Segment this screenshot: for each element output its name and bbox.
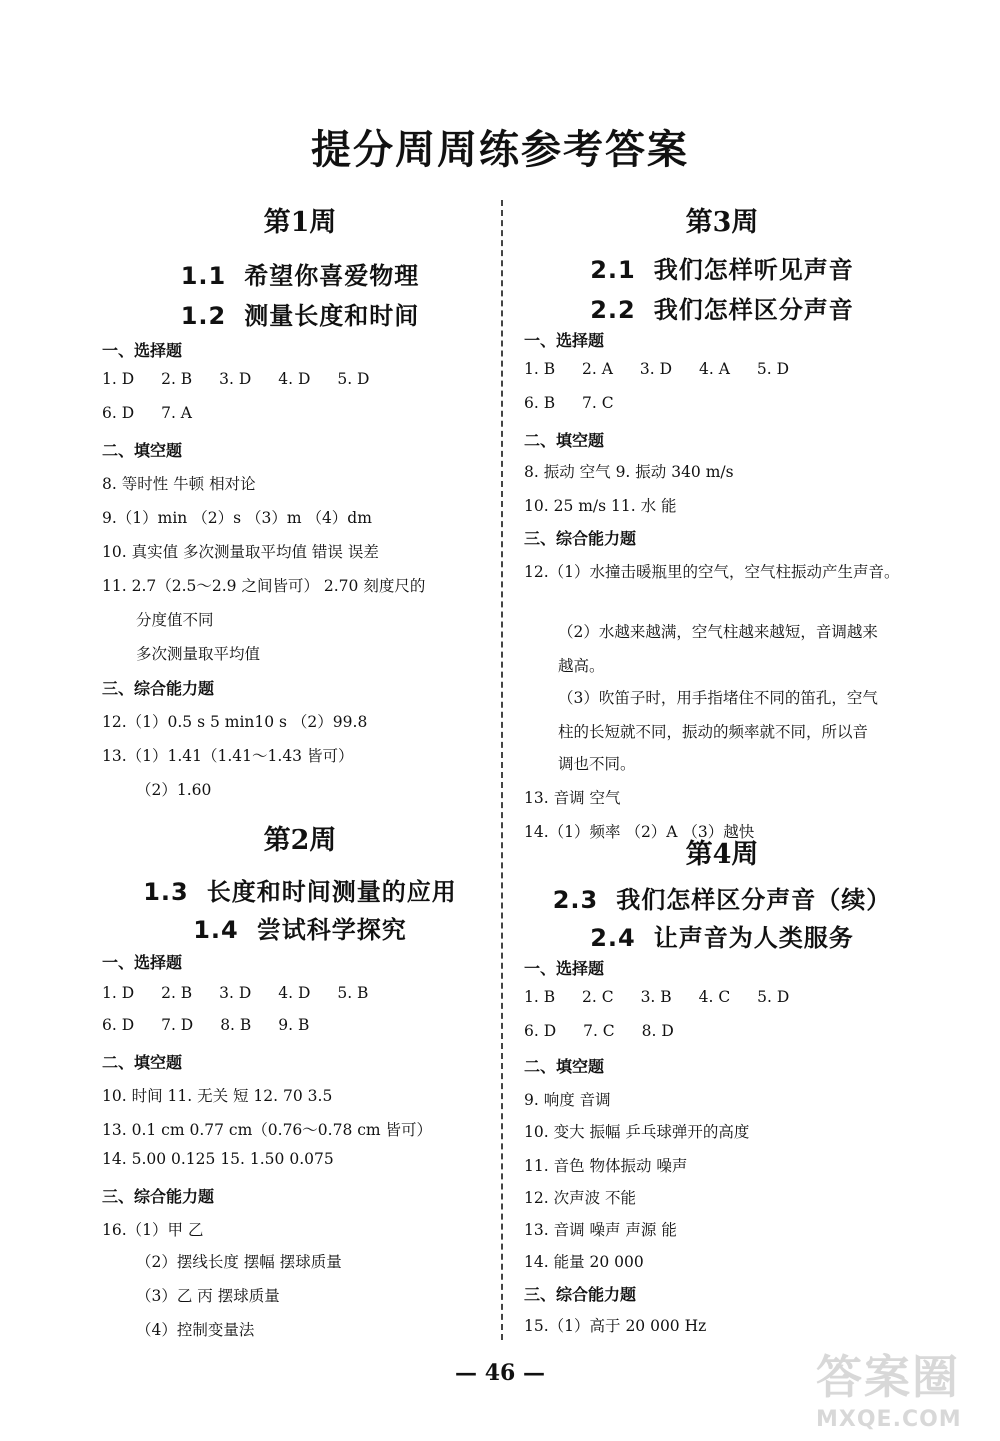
watermark-logo (816, 1341, 976, 1431)
answer-item: 7. D (161, 1016, 194, 1034)
section-number: 2.1 (590, 256, 636, 284)
section-title: 测量长度和时间 (244, 302, 420, 330)
section-number: 1.3 (143, 878, 189, 906)
question-type-heading: 一、选择题 (102, 953, 183, 972)
answer-item: 7. A (161, 404, 193, 422)
page-number: — 46 — (455, 1360, 545, 1386)
answer-item: 3. D (219, 984, 252, 1002)
question-type-heading: 三、综合能力题 (524, 1285, 637, 1304)
section-title: 尝试科学探究 (256, 916, 407, 944)
question-type-heading: 一、选择题 (524, 959, 605, 978)
section-heading (522, 290, 922, 325)
answer-item: 4. D (278, 984, 311, 1002)
answer-line (102, 370, 369, 388)
question-type-heading: 三、综合能力题 (102, 1187, 215, 1206)
answer-line (102, 404, 192, 422)
answer-line: （3）乙 丙 摆球质量 (136, 1287, 280, 1305)
answer-item: 3. D (639, 360, 673, 378)
answer-item: 1. D (102, 984, 135, 1002)
page-title: 提分周周练参考答案 (311, 127, 689, 173)
section-number: 2.4 (590, 924, 636, 952)
answer-line: 柱的长短就不同，振动的频率就不同，所以音 (558, 723, 869, 741)
answer-item: 5. D (757, 988, 790, 1006)
answer-line (524, 360, 789, 378)
answer-item: 6. D (524, 1022, 557, 1040)
question-type-heading: 三、综合能力题 (102, 679, 215, 698)
answer-item: 5. D (337, 370, 370, 388)
answer-line: 分度值不同 (136, 611, 214, 629)
answer-line: 10. 变大 振幅 乒乓球弹开的高度 (524, 1123, 750, 1141)
answer-line (524, 394, 614, 412)
week-heading: 第1周 (263, 207, 337, 238)
answer-line (102, 1016, 309, 1034)
section-number: 1.1 (180, 262, 227, 290)
answer-item: 3. B (640, 988, 672, 1006)
answer-item: 1. B (524, 988, 556, 1006)
section-number: 2.2 (590, 296, 636, 324)
section-heading (100, 872, 500, 907)
week-heading: 第4周 (685, 839, 759, 870)
answer-item: 6. B (524, 394, 556, 412)
answer-item: 9. B (278, 1016, 310, 1034)
week-heading: 第3周 (685, 207, 759, 238)
section-title: 我们怎样区分声音（续） (616, 886, 892, 914)
answer-item: 1. B (524, 360, 556, 378)
answer-line: 11. 2.7（2.5～2.9 之间皆可） 2.70 刻度尺的 (102, 577, 426, 595)
column-divider (501, 200, 503, 1340)
answer-line: 10. 时间 11. 无关 短 12. 70 3.5 (102, 1087, 333, 1105)
answer-item: 2. B (161, 370, 193, 388)
answer-line: 15.（1）高于 20 000 Hz (524, 1317, 707, 1335)
question-type-heading: 二、填空题 (102, 1053, 183, 1072)
answer-item: 4. A (699, 360, 730, 378)
section-heading (100, 910, 500, 945)
answer-item: 5. D (756, 360, 790, 378)
section-number: 2.3 (552, 886, 599, 914)
answer-item: 2. C (582, 988, 614, 1006)
week-heading: 第2周 (263, 825, 337, 856)
answer-line: 13. 0.1 cm 0.77 cm（0.76～0.78 cm 皆可） (102, 1121, 433, 1139)
answer-line (524, 1022, 674, 1040)
section-number: 1.4 (193, 916, 239, 944)
question-type-heading: 二、填空题 (524, 431, 605, 450)
answer-line: 9.（1）min （2）s （3）m （4）dm (102, 509, 372, 527)
answer-line: 9. 响度 音调 (524, 1091, 611, 1109)
answer-line: 14. 5.00 0.125 15. 1.50 0.075 (102, 1150, 334, 1168)
answer-line: 13. 音调 噪声 声源 能 (524, 1221, 677, 1239)
answer-line: 12. 次声波 不能 (524, 1189, 637, 1207)
answer-line: 10. 真实值 多次测量取平均值 错误 误差 (102, 543, 379, 561)
answer-line: 10. 25 m/s 11. 水 能 (524, 497, 677, 515)
watermark-logo-text: 答案圈 (816, 1350, 960, 1404)
section-heading (522, 250, 922, 285)
question-type-heading: 二、填空题 (102, 441, 183, 460)
answer-item: 2. B (161, 984, 193, 1002)
answer-line: （4）控制变量法 (136, 1321, 255, 1339)
section-title: 我们怎样听见声音 (653, 256, 854, 284)
answer-line: （2）水越来越满，空气柱越来越短，音调越来 (558, 623, 878, 641)
answer-line: 16.（1）甲 乙 (102, 1221, 204, 1239)
section-heading (100, 296, 500, 331)
answer-line: 13.（1）1.41（1.41～1.43 皆可） (102, 747, 354, 765)
question-type-heading: 一、选择题 (524, 331, 605, 350)
section-title: 希望你喜爱物理 (244, 262, 420, 290)
answer-line: （2）1.60 (136, 781, 212, 799)
section-number: 1.2 (180, 302, 227, 330)
answer-item: 1. D (102, 370, 135, 388)
section-heading (522, 918, 922, 953)
section-title: 我们怎样区分声音 (653, 296, 854, 324)
answer-line: 8. 振动 空气 9. 振动 340 m/s (524, 463, 734, 481)
answer-item: 4. D (278, 370, 311, 388)
answer-line: （3）吹笛子时，用手指堵住不同的笛孔，空气 (558, 689, 878, 707)
answer-line: 14. 能量 20 000 (524, 1253, 644, 1271)
answer-line: 调也不同。 (558, 755, 636, 773)
section-heading (100, 256, 500, 291)
answer-line: 12.（1）水撞击暖瓶里的空气，空气柱振动产生声音。 (524, 563, 900, 581)
answer-item: 4. C (698, 988, 731, 1006)
answer-item: 5. B (337, 984, 369, 1002)
answer-line: 多次测量取平均值 (136, 645, 261, 663)
watermark-site-text: MXQE.COM (816, 1407, 962, 1432)
answer-line: 12.（1）0.5 s 5 min10 s （2）99.8 (102, 713, 368, 731)
answer-line: （2）摆线长度 摆幅 摆球质量 (136, 1253, 342, 1271)
answer-line (102, 984, 368, 1002)
question-type-heading: 一、选择题 (102, 341, 183, 360)
answer-line: 越高。 (558, 657, 605, 675)
answer-item: 6. D (102, 1016, 135, 1034)
answer-item: 2. A (582, 360, 613, 378)
answer-item: 8. B (220, 1016, 252, 1034)
answer-line: 8. 等时性 牛顿 相对论 (102, 475, 256, 493)
answer-item: 8. D (641, 1022, 674, 1040)
answer-line: 11. 音色 物体振动 噪声 (524, 1157, 688, 1175)
section-title: 让声音为人类服务 (653, 924, 854, 952)
answer-item: 6. D (102, 404, 135, 422)
question-type-heading: 三、综合能力题 (524, 529, 637, 548)
section-title: 长度和时间测量的应用 (206, 878, 457, 906)
section-heading (522, 880, 922, 915)
answer-line (524, 988, 789, 1006)
answer-item: 7. C (582, 394, 614, 412)
answer-item: 3. D (219, 370, 252, 388)
question-type-heading: 二、填空题 (524, 1057, 605, 1076)
answer-line: 14.（1）频率 （2）A （3）越快 (524, 823, 755, 841)
answer-line: 13. 音调 空气 (524, 789, 621, 807)
answer-item: 7. C (583, 1022, 615, 1040)
